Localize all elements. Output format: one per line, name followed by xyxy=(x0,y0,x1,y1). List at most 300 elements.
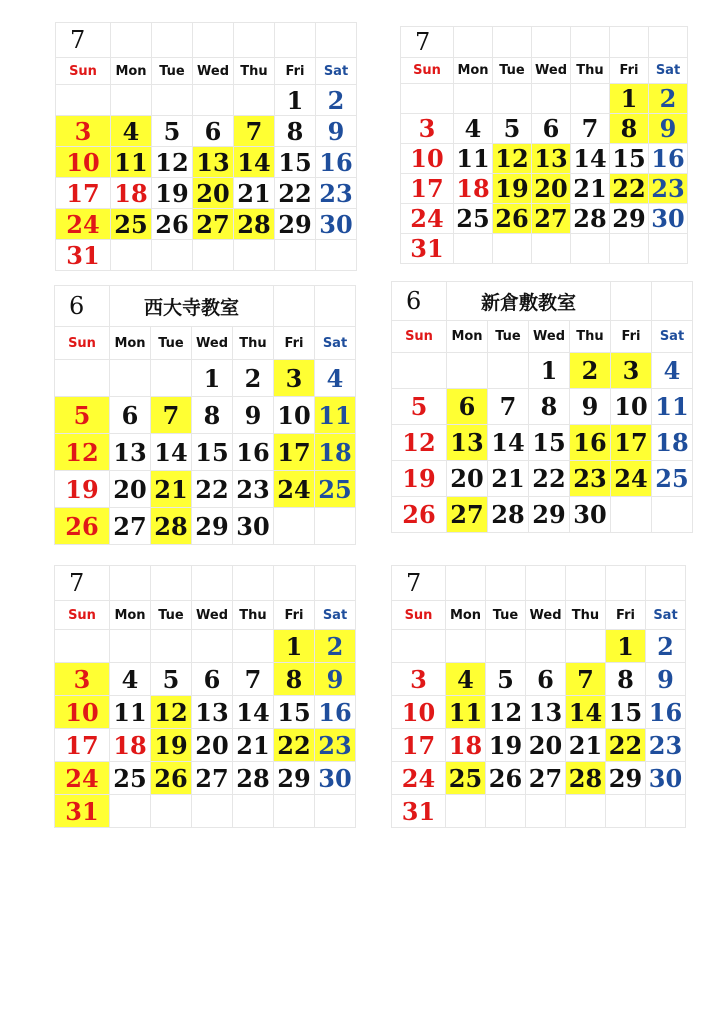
weekday-row xyxy=(56,58,357,85)
day-cell: 3 xyxy=(401,114,454,144)
day-cell: 18 xyxy=(454,174,493,204)
empty-day xyxy=(646,795,686,828)
weekday-mon: Mon xyxy=(446,601,486,630)
week-row xyxy=(55,762,356,795)
weekday-wed: Wed xyxy=(193,58,234,85)
week-row xyxy=(392,461,693,497)
week-row xyxy=(392,630,686,663)
empty-cell xyxy=(532,27,571,58)
calendar-header-row xyxy=(392,566,686,601)
day-cell: 31 xyxy=(401,234,454,264)
week-row xyxy=(392,353,693,389)
weekday-row xyxy=(55,327,356,360)
day-cell: 28 xyxy=(488,497,529,533)
day-cell: 11 xyxy=(111,147,152,178)
empty-cell xyxy=(315,286,356,327)
day-cell: 22 xyxy=(606,729,646,762)
empty-day xyxy=(649,234,688,264)
day-cell: 15 xyxy=(606,696,646,729)
day-cell: 21 xyxy=(571,174,610,204)
day-cell: 23 xyxy=(570,461,611,497)
day-cell: 7 xyxy=(151,397,192,434)
day-cell: 8 xyxy=(610,114,649,144)
weekday-sun: Sun xyxy=(401,58,454,84)
empty-day xyxy=(566,795,606,828)
day-cell: 6 xyxy=(192,663,233,696)
empty-day xyxy=(652,497,693,533)
empty-day xyxy=(447,353,488,389)
weekday-row xyxy=(392,321,693,353)
empty-cell xyxy=(493,27,532,58)
day-cell: 14 xyxy=(488,425,529,461)
empty-day xyxy=(234,85,275,116)
empty-day xyxy=(233,630,274,663)
empty-cell xyxy=(274,566,315,601)
empty-cell xyxy=(649,27,688,58)
week-row xyxy=(401,174,688,204)
day-cell: 2 xyxy=(570,353,611,389)
day-cell: 30 xyxy=(233,508,274,545)
day-cell: 4 xyxy=(454,114,493,144)
weekday-thu: Thu xyxy=(233,601,274,630)
day-cell: 2 xyxy=(649,84,688,114)
empty-day xyxy=(493,84,532,114)
day-cell: 5 xyxy=(55,397,110,434)
day-cell: 10 xyxy=(401,144,454,174)
weekday-thu: Thu xyxy=(234,58,275,85)
calendar-grid xyxy=(391,565,686,828)
day-cell: 25 xyxy=(110,762,151,795)
day-cell: 7 xyxy=(234,116,275,147)
empty-day xyxy=(111,85,152,116)
weekday-fri: Fri xyxy=(275,58,316,85)
empty-cell xyxy=(110,566,151,601)
day-cell: 11 xyxy=(652,389,693,425)
week-row xyxy=(392,425,693,461)
weekday-thu: Thu xyxy=(566,601,606,630)
weekday-sun: Sun xyxy=(392,601,446,630)
empty-day xyxy=(526,630,566,663)
weekday-thu: Thu xyxy=(233,327,274,360)
weekday-sat: Sat xyxy=(649,58,688,84)
empty-day xyxy=(274,795,315,828)
day-cell: 13 xyxy=(192,696,233,729)
weekday-sat: Sat xyxy=(315,327,356,360)
day-cell: 14 xyxy=(571,144,610,174)
day-cell: 3 xyxy=(611,353,652,389)
day-cell: 21 xyxy=(151,471,192,508)
weekday-tue: Tue xyxy=(151,601,192,630)
day-cell: 4 xyxy=(446,663,486,696)
day-cell: 25 xyxy=(446,762,486,795)
weekday-thu: Thu xyxy=(571,58,610,84)
day-cell: 15 xyxy=(275,147,316,178)
day-cell: 21 xyxy=(234,178,275,209)
day-cell: 19 xyxy=(152,178,193,209)
day-cell: 3 xyxy=(56,116,111,147)
day-cell: 2 xyxy=(316,85,357,116)
empty-day xyxy=(315,508,356,545)
empty-day xyxy=(110,795,151,828)
weekday-fri: Fri xyxy=(610,58,649,84)
weekday-mon: Mon xyxy=(110,601,151,630)
weekday-sat: Sat xyxy=(315,601,356,630)
day-cell: 19 xyxy=(151,729,192,762)
day-cell: 20 xyxy=(193,178,234,209)
day-cell: 27 xyxy=(110,508,151,545)
empty-day xyxy=(55,360,110,397)
weekday-mon: Mon xyxy=(454,58,493,84)
day-cell: 27 xyxy=(532,204,571,234)
empty-cell xyxy=(234,23,275,58)
day-cell: 14 xyxy=(233,696,274,729)
day-cell: 9 xyxy=(646,663,686,696)
empty-cell xyxy=(315,566,356,601)
calendar-header-row xyxy=(401,27,688,58)
empty-cell xyxy=(111,23,152,58)
empty-day xyxy=(401,84,454,114)
day-cell: 12 xyxy=(152,147,193,178)
calendar-header-row xyxy=(55,286,356,327)
empty-day xyxy=(151,630,192,663)
day-cell: 11 xyxy=(454,144,493,174)
day-cell: 13 xyxy=(526,696,566,729)
calendar-grid xyxy=(54,565,356,828)
day-cell: 5 xyxy=(392,389,447,425)
empty-day xyxy=(488,353,529,389)
empty-day xyxy=(55,630,110,663)
weekday-mon: Mon xyxy=(111,58,152,85)
day-cell: 29 xyxy=(529,497,570,533)
day-cell: 13 xyxy=(447,425,488,461)
calendar-july-top-right xyxy=(400,26,688,264)
day-cell: 20 xyxy=(532,174,571,204)
empty-day xyxy=(532,84,571,114)
week-row xyxy=(56,85,357,116)
empty-day xyxy=(192,795,233,828)
weekday-sun: Sun xyxy=(55,327,110,360)
empty-cell xyxy=(611,282,652,321)
week-row xyxy=(55,434,356,471)
day-cell: 29 xyxy=(275,209,316,240)
calendar-grid xyxy=(54,285,356,545)
month-number: 7 xyxy=(392,566,446,601)
week-row xyxy=(392,663,686,696)
day-cell: 6 xyxy=(193,116,234,147)
day-cell: 24 xyxy=(392,762,446,795)
weekday-wed: Wed xyxy=(192,327,233,360)
day-cell: 22 xyxy=(529,461,570,497)
day-cell: 10 xyxy=(274,397,315,434)
day-cell: 1 xyxy=(274,630,315,663)
empty-day xyxy=(152,85,193,116)
weekday-thu: Thu xyxy=(570,321,611,353)
weekday-tue: Tue xyxy=(486,601,526,630)
calendar-july-bottom-right xyxy=(391,565,686,828)
week-row xyxy=(55,696,356,729)
empty-day xyxy=(152,240,193,271)
weekday-wed: Wed xyxy=(192,601,233,630)
day-cell: 16 xyxy=(646,696,686,729)
month-number: 7 xyxy=(401,27,454,58)
empty-day xyxy=(193,240,234,271)
calendar-header-row xyxy=(56,23,357,58)
week-row xyxy=(55,471,356,508)
day-cell: 1 xyxy=(606,630,646,663)
day-cell: 1 xyxy=(275,85,316,116)
empty-day xyxy=(111,240,152,271)
day-cell: 9 xyxy=(570,389,611,425)
day-cell: 4 xyxy=(111,116,152,147)
day-cell: 14 xyxy=(151,434,192,471)
day-cell: 18 xyxy=(315,434,356,471)
day-cell: 8 xyxy=(529,389,570,425)
day-cell: 20 xyxy=(526,729,566,762)
weekday-sat: Sat xyxy=(646,601,686,630)
classroom-title: 新倉敷教室 xyxy=(447,282,611,321)
day-cell: 20 xyxy=(447,461,488,497)
day-cell: 10 xyxy=(56,147,111,178)
empty-day xyxy=(315,795,356,828)
empty-cell xyxy=(193,23,234,58)
day-cell: 9 xyxy=(315,663,356,696)
day-cell: 25 xyxy=(111,209,152,240)
day-cell: 25 xyxy=(454,204,493,234)
week-row xyxy=(56,240,357,271)
day-cell: 16 xyxy=(570,425,611,461)
weekday-tue: Tue xyxy=(493,58,532,84)
day-cell: 9 xyxy=(316,116,357,147)
weekday-sat: Sat xyxy=(652,321,693,353)
day-cell: 9 xyxy=(233,397,274,434)
day-cell: 11 xyxy=(110,696,151,729)
empty-cell xyxy=(566,566,606,601)
day-cell: 29 xyxy=(610,204,649,234)
day-cell: 8 xyxy=(192,397,233,434)
empty-day xyxy=(606,795,646,828)
day-cell: 4 xyxy=(652,353,693,389)
day-cell: 2 xyxy=(233,360,274,397)
day-cell: 23 xyxy=(233,471,274,508)
weekday-tue: Tue xyxy=(488,321,529,353)
day-cell: 26 xyxy=(392,497,447,533)
day-cell: 13 xyxy=(110,434,151,471)
weekday-tue: Tue xyxy=(152,58,193,85)
day-cell: 24 xyxy=(401,204,454,234)
day-cell: 12 xyxy=(151,696,192,729)
day-cell: 17 xyxy=(56,178,111,209)
empty-day xyxy=(493,234,532,264)
day-cell: 27 xyxy=(192,762,233,795)
day-cell: 19 xyxy=(493,174,532,204)
day-cell: 23 xyxy=(649,174,688,204)
day-cell: 19 xyxy=(392,461,447,497)
empty-day xyxy=(192,630,233,663)
day-cell: 17 xyxy=(55,729,110,762)
empty-day xyxy=(274,508,315,545)
day-cell: 25 xyxy=(315,471,356,508)
day-cell: 23 xyxy=(315,729,356,762)
empty-day xyxy=(110,630,151,663)
day-cell: 6 xyxy=(110,397,151,434)
day-cell: 4 xyxy=(315,360,356,397)
day-cell: 30 xyxy=(649,204,688,234)
empty-day xyxy=(392,353,447,389)
day-cell: 7 xyxy=(571,114,610,144)
empty-day xyxy=(532,234,571,264)
month-number: 7 xyxy=(55,566,110,601)
week-row xyxy=(401,204,688,234)
day-cell: 8 xyxy=(606,663,646,696)
day-cell: 16 xyxy=(649,144,688,174)
day-cell: 20 xyxy=(110,471,151,508)
empty-cell xyxy=(446,566,486,601)
weekday-sun: Sun xyxy=(392,321,447,353)
day-cell: 30 xyxy=(570,497,611,533)
day-cell: 16 xyxy=(315,696,356,729)
week-row xyxy=(401,144,688,174)
weekday-wed: Wed xyxy=(529,321,570,353)
day-cell: 17 xyxy=(611,425,652,461)
day-cell: 23 xyxy=(316,178,357,209)
day-cell: 18 xyxy=(652,425,693,461)
empty-day xyxy=(110,360,151,397)
day-cell: 27 xyxy=(447,497,488,533)
day-cell: 28 xyxy=(571,204,610,234)
empty-cell xyxy=(152,23,193,58)
month-number: 7 xyxy=(56,23,111,58)
empty-cell xyxy=(646,566,686,601)
day-cell: 10 xyxy=(392,696,446,729)
empty-day xyxy=(193,85,234,116)
week-row xyxy=(392,795,686,828)
day-cell: 30 xyxy=(646,762,686,795)
empty-cell xyxy=(652,282,693,321)
day-cell: 2 xyxy=(646,630,686,663)
day-cell: 19 xyxy=(55,471,110,508)
empty-day xyxy=(526,795,566,828)
calendar-header-row xyxy=(392,282,693,321)
day-cell: 12 xyxy=(493,144,532,174)
day-cell: 27 xyxy=(193,209,234,240)
day-cell: 28 xyxy=(151,508,192,545)
week-row xyxy=(56,116,357,147)
day-cell: 28 xyxy=(234,209,275,240)
day-cell: 21 xyxy=(566,729,606,762)
week-row xyxy=(401,114,688,144)
empty-day xyxy=(454,84,493,114)
day-cell: 18 xyxy=(446,729,486,762)
day-cell: 10 xyxy=(611,389,652,425)
day-cell: 26 xyxy=(493,204,532,234)
weekday-sun: Sun xyxy=(56,58,111,85)
day-cell: 5 xyxy=(486,663,526,696)
empty-day xyxy=(571,234,610,264)
calendar-june-shinkurashiki xyxy=(391,281,693,533)
day-cell: 19 xyxy=(486,729,526,762)
empty-day xyxy=(275,240,316,271)
week-row xyxy=(55,630,356,663)
day-cell: 24 xyxy=(55,762,110,795)
day-cell: 6 xyxy=(532,114,571,144)
day-cell: 7 xyxy=(233,663,274,696)
day-cell: 24 xyxy=(56,209,111,240)
day-cell: 25 xyxy=(652,461,693,497)
empty-cell xyxy=(233,566,274,601)
week-row xyxy=(401,234,688,264)
day-cell: 14 xyxy=(234,147,275,178)
day-cell: 21 xyxy=(488,461,529,497)
weekday-wed: Wed xyxy=(532,58,571,84)
day-cell: 20 xyxy=(192,729,233,762)
day-cell: 17 xyxy=(392,729,446,762)
day-cell: 2 xyxy=(315,630,356,663)
day-cell: 15 xyxy=(610,144,649,174)
day-cell: 6 xyxy=(447,389,488,425)
weekday-fri: Fri xyxy=(274,601,315,630)
weekday-fri: Fri xyxy=(606,601,646,630)
day-cell: 16 xyxy=(316,147,357,178)
day-cell: 17 xyxy=(274,434,315,471)
weekday-row xyxy=(401,58,688,84)
empty-cell xyxy=(274,286,315,327)
day-cell: 7 xyxy=(488,389,529,425)
week-row xyxy=(392,762,686,795)
day-cell: 13 xyxy=(193,147,234,178)
calendar-grid xyxy=(400,26,688,264)
day-cell: 11 xyxy=(315,397,356,434)
day-cell: 26 xyxy=(55,508,110,545)
calendar-july-top-left xyxy=(55,22,357,271)
day-cell: 17 xyxy=(401,174,454,204)
weekday-row xyxy=(55,601,356,630)
day-cell: 31 xyxy=(56,240,111,271)
empty-day xyxy=(392,630,446,663)
empty-cell xyxy=(571,27,610,58)
empty-day xyxy=(611,497,652,533)
empty-day xyxy=(316,240,357,271)
day-cell: 23 xyxy=(646,729,686,762)
empty-day xyxy=(566,630,606,663)
day-cell: 5 xyxy=(152,116,193,147)
week-row xyxy=(392,729,686,762)
week-row xyxy=(55,397,356,434)
day-cell: 4 xyxy=(110,663,151,696)
empty-day xyxy=(446,630,486,663)
empty-day xyxy=(151,795,192,828)
week-row xyxy=(56,178,357,209)
day-cell: 31 xyxy=(55,795,110,828)
day-cell: 1 xyxy=(610,84,649,114)
day-cell: 3 xyxy=(55,663,110,696)
empty-day xyxy=(486,795,526,828)
day-cell: 15 xyxy=(529,425,570,461)
empty-cell xyxy=(192,566,233,601)
empty-day xyxy=(610,234,649,264)
empty-day xyxy=(486,630,526,663)
empty-cell xyxy=(606,566,646,601)
day-cell: 11 xyxy=(446,696,486,729)
day-cell: 22 xyxy=(275,178,316,209)
day-cell: 5 xyxy=(151,663,192,696)
day-cell: 22 xyxy=(274,729,315,762)
week-row xyxy=(55,663,356,696)
day-cell: 29 xyxy=(274,762,315,795)
classroom-title: 西大寺教室 xyxy=(110,286,274,327)
empty-cell xyxy=(454,27,493,58)
weekday-fri: Fri xyxy=(274,327,315,360)
empty-day xyxy=(571,84,610,114)
